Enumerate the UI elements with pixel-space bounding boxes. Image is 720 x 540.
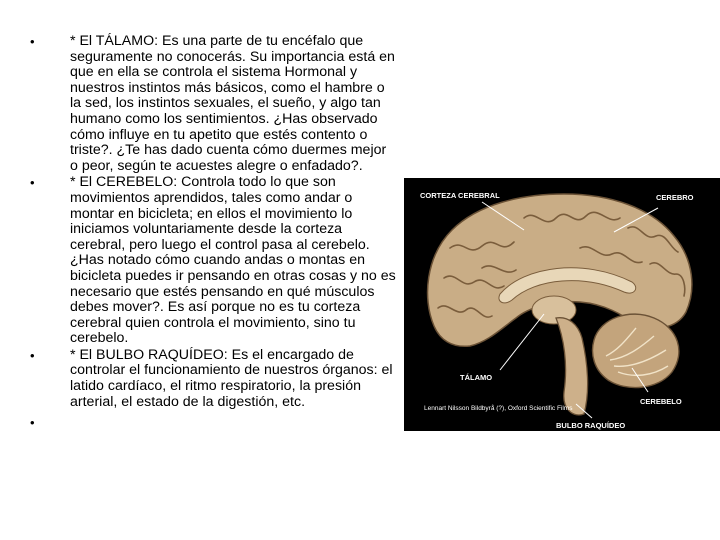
bullet-marker: •	[30, 415, 35, 431]
bullet-list	[24, 34, 396, 431]
bullet-text-cerebelo: * El CEREBELO: Controla todo lo que son movimientos aprendidos, tales como andar o montar en bicicleta; en ellos el movimiento lo iniciamos voluntariamente desde la corteza cerebral, pero luego el control pasa al cerebelo. ¿Has notado cómo cuando andas o montas en bicicleta puedes ir pensando en otras cosas y no es necesario que estés pensando en qué músculos debes mover?. Es así porque no es tu corteza cerebral quien controla el movimiento, sino tu cerebelo.	[70, 174, 396, 347]
label-talamo: TÁLAMO	[460, 373, 493, 382]
bullet-bulbo	[24, 348, 396, 410]
label-cerebelo: CEREBELO	[640, 397, 682, 406]
bullet-text-bulbo: * El BULBO RAQUÍDEO: Es el encargado de controlar el funcionamiento de nuestros órganos: el latido cardíaco, el ritmo respiratorio, la presión arterial, el estado de la digestión, etc.	[70, 346, 393, 410]
bullet-marker: •	[30, 34, 35, 49]
photo-credit: Lennart Nilsson Bildbyrå (?), Oxford Scientific Films	[424, 405, 573, 412]
brain-figure	[404, 178, 720, 431]
bullet-talamo	[24, 34, 396, 174]
label-cerebro: CEREBRO	[656, 193, 694, 202]
brainstem	[556, 318, 588, 415]
bullet-marker: •	[30, 347, 35, 363]
bullet-empty	[24, 415, 396, 431]
brain-illustration	[404, 178, 720, 431]
label-bulbo-raquideo: BULBO RAQUÍDEO	[556, 421, 626, 430]
bullet-cerebelo	[24, 175, 396, 347]
label-corteza-cerebral: CORTEZA CEREBRAL	[420, 191, 500, 200]
bullet-marker: •	[30, 175, 35, 191]
bullet-text-talamo: * El TÁLAMO: Es una parte de tu encéfalo que seguramente no conocerás. Su importancia está en que en ella se controla el sistema Hormonal y nuestros instintos más básicos, como el hambre o la sed, los instintos sexuales, el sueño, y algo tan humano como los sentimientos. ¿Has observado cómo influye en tu apetito que estés contento o triste?. ¿Te has dado cuenta cómo duermes mejor o peor, según te acuestes alegre o enfadado?.	[70, 33, 395, 174]
